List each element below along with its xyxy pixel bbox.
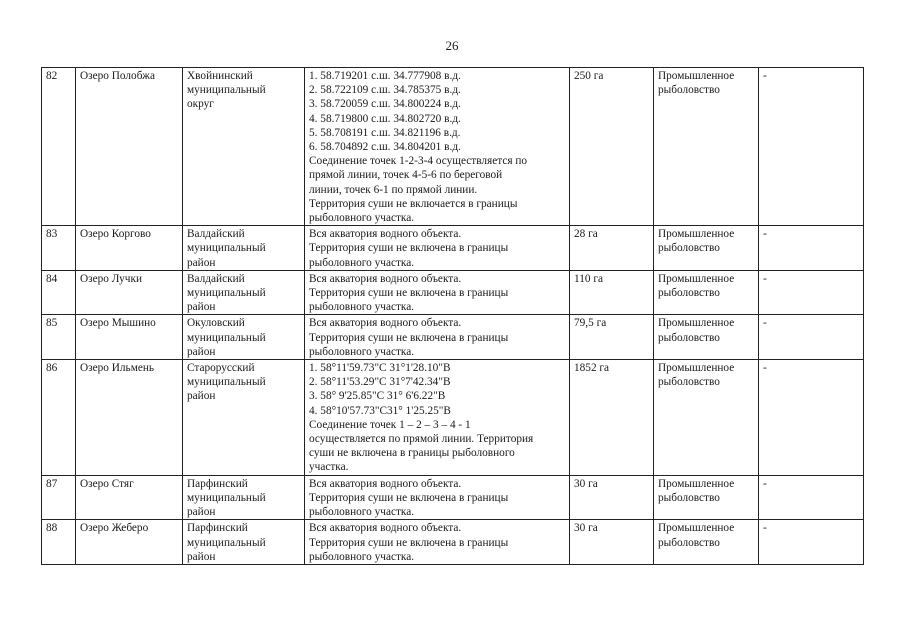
- row-number: 84: [46, 272, 58, 285]
- note-value: -: [763, 70, 767, 82]
- table-row: [42, 315, 864, 360]
- usage-line: Промышленное: [658, 317, 735, 330]
- note-cell: [759, 68, 864, 226]
- usage-line: рыболовство: [658, 536, 720, 549]
- boundary-line: прямой линии, точек 4-5-6 по береговой: [309, 169, 503, 182]
- boundary-description-cell: [305, 520, 570, 565]
- water-body-name: Озеро Лучки: [80, 272, 143, 285]
- boundary-line: Территория суши не включена в границы: [309, 536, 509, 549]
- usage-line: Промышленное: [658, 228, 735, 241]
- boundary-line: рыболовного участка.: [309, 212, 415, 225]
- boundary-line: Территория суши не включена в границы: [309, 287, 509, 300]
- district-line: район: [187, 550, 216, 563]
- water-body-name-cell: [76, 68, 183, 226]
- district-cell: [183, 520, 305, 565]
- note-value: -: [763, 362, 767, 375]
- boundary-line: участка.: [309, 461, 349, 474]
- boundary-line: рыболовного участка.: [309, 345, 415, 358]
- district-line: Парфинский: [187, 522, 248, 535]
- boundary-line: 4. 58.719800 с.ш. 34.802720 в.д.: [309, 112, 461, 125]
- district-line: Окуловский: [187, 317, 245, 330]
- boundary-line: 1. 58°11'59.73"С 31°1'28.10"В: [309, 362, 451, 375]
- boundary-line: 4. 58°10'57.73"С31° 1'25.25"В: [309, 404, 451, 417]
- note-cell: [759, 315, 864, 360]
- table-row: [42, 270, 864, 315]
- note-value: -: [763, 477, 767, 490]
- boundary-line: осуществляется по прямой линии. Территория: [309, 433, 534, 446]
- boundary-line: 6. 58.704892 с.ш. 34.804201 в.д.: [309, 141, 461, 154]
- boundary-line: 3. 58.720059 с.ш. 34.800224 в.д.: [309, 98, 461, 111]
- row-number-cell: [42, 270, 76, 315]
- row-number-cell: [42, 315, 76, 360]
- note-cell: [759, 270, 864, 315]
- row-number-cell: [42, 68, 76, 226]
- area-cell: [570, 475, 654, 520]
- water-body-name-cell: [76, 475, 183, 520]
- fishing-areas-table: [41, 67, 864, 565]
- note-value: -: [763, 317, 767, 330]
- boundary-line: Соединение точек 1-2-3-4 осуществляется по: [309, 155, 528, 168]
- row-number-cell: [42, 360, 76, 476]
- district-line: Валдайский: [187, 228, 245, 241]
- area-value: 28 га: [574, 228, 598, 241]
- usage-line: рыболовство: [658, 331, 720, 344]
- usage-line: рыболовство: [658, 376, 720, 389]
- usage-line: рыболовство: [658, 491, 720, 504]
- note-cell: [759, 520, 864, 565]
- district-line: округ: [187, 98, 214, 111]
- table-row: [42, 360, 864, 476]
- usage-line: рыболовство: [658, 242, 720, 255]
- boundary-description-cell: [305, 315, 570, 360]
- usage-type-cell: [654, 68, 759, 226]
- district-cell: [183, 226, 305, 271]
- usage-line: Промышленное: [658, 522, 735, 535]
- boundary-line: Территория суши не включена в границы: [309, 491, 509, 504]
- water-body-name-cell: [76, 315, 183, 360]
- boundary-line: Территория суши не включена в границы: [309, 242, 509, 255]
- boundary-line: Территория суши не включается в границы: [309, 197, 518, 210]
- district-line: муниципальный: [187, 536, 266, 549]
- table-row: [42, 226, 864, 271]
- row-number: 88: [46, 522, 58, 535]
- area-value: 79,5 га: [574, 317, 607, 330]
- row-number-cell: [42, 475, 76, 520]
- boundary-line: Территория суши не включена в границы: [309, 331, 509, 344]
- row-number: 86: [46, 362, 58, 375]
- table-body: [42, 68, 864, 565]
- district-cell: [183, 315, 305, 360]
- area-value: 250 га: [574, 70, 604, 82]
- usage-line: Промышленное: [658, 272, 735, 285]
- boundary-line: рыболовного участка.: [309, 550, 415, 563]
- district-line: муниципальный: [187, 331, 266, 344]
- boundary-description-cell: [305, 270, 570, 315]
- usage-line: рыболовство: [658, 84, 720, 97]
- note-value: -: [763, 228, 767, 241]
- water-body-name: Озеро Ильмень: [80, 362, 155, 375]
- boundary-line: Соединение точек 1 – 2 – 3 – 4 - 1: [309, 418, 471, 431]
- note-cell: [759, 475, 864, 520]
- water-body-name: Озеро Стяг: [80, 477, 134, 490]
- boundary-line: суши не включена в границы рыболовного: [309, 447, 515, 460]
- boundary-line: рыболовного участка.: [309, 301, 415, 314]
- area-cell: [570, 520, 654, 565]
- note-cell: [759, 226, 864, 271]
- district-line: Парфинский: [187, 477, 248, 490]
- water-body-name: Озеро Жеберо: [80, 522, 149, 535]
- district-line: Валдайский: [187, 272, 245, 285]
- page-number: 26: [445, 38, 459, 53]
- boundary-line: линии, точек 6-1 по прямой линии.: [309, 183, 478, 196]
- boundary-line: 2. 58°11'53.29"С 31°7'42.34"В: [309, 376, 451, 389]
- boundary-line: 3. 58° 9'25.85"С 31° 6'6.22"В: [309, 390, 446, 403]
- usage-line: рыболовство: [658, 287, 720, 300]
- water-body-name-cell: [76, 270, 183, 315]
- district-line: муниципальный: [187, 287, 266, 300]
- usage-type-cell: [654, 475, 759, 520]
- boundary-line: 2. 58.722109 с.ш. 34.785375 в.д.: [309, 84, 461, 97]
- boundary-line: рыболовного участка.: [309, 256, 415, 269]
- note-cell: [759, 360, 864, 476]
- district-line: муниципальный: [187, 242, 266, 255]
- area-value: 1852 га: [574, 362, 610, 375]
- district-line: Хвойнинский: [187, 70, 253, 82]
- water-body-name: Озеро Полобжа: [80, 70, 155, 82]
- boundary-line: Вся акватория водного объекта.: [309, 522, 462, 535]
- row-number-cell: [42, 520, 76, 565]
- area-cell: [570, 68, 654, 226]
- district-line: муниципальный: [187, 376, 266, 389]
- water-body-name-cell: [76, 520, 183, 565]
- area-value: 110 га: [574, 272, 603, 285]
- district-line: район: [187, 301, 216, 314]
- water-body-name-cell: [76, 226, 183, 271]
- row-number: 83: [46, 228, 58, 241]
- table-row: [42, 520, 864, 565]
- area-cell: [570, 270, 654, 315]
- area-value: 30 га: [574, 477, 598, 490]
- usage-type-cell: [654, 360, 759, 476]
- usage-line: Промышленное: [658, 477, 735, 490]
- table-row: [42, 475, 864, 520]
- boundary-line: 1. 58.719201 с.ш. 34.777908 в.д.: [309, 70, 461, 82]
- usage-line: Промышленное: [658, 70, 735, 82]
- table-row: [42, 68, 864, 226]
- district-cell: [183, 68, 305, 226]
- usage-line: Промышленное: [658, 362, 735, 375]
- boundary-description-cell: [305, 68, 570, 226]
- area-cell: [570, 226, 654, 271]
- boundary-line: Вся акватория водного объекта.: [309, 228, 462, 241]
- district-line: муниципальный: [187, 491, 266, 504]
- district-line: район: [187, 345, 216, 358]
- boundary-description-cell: [305, 226, 570, 271]
- boundary-line: Вся акватория водного объекта.: [309, 272, 462, 285]
- district-line: район: [187, 256, 216, 269]
- usage-type-cell: [654, 226, 759, 271]
- usage-type-cell: [654, 270, 759, 315]
- district-cell: [183, 475, 305, 520]
- boundary-line: Вся акватория водного объекта.: [309, 317, 462, 330]
- district-line: район: [187, 506, 216, 519]
- area-value: 30 га: [574, 522, 598, 535]
- boundary-line: рыболовного участка.: [309, 506, 415, 519]
- water-body-name-cell: [76, 360, 183, 476]
- boundary-description-cell: [305, 360, 570, 476]
- note-value: -: [763, 522, 767, 535]
- area-cell: [570, 315, 654, 360]
- boundary-description-cell: [305, 475, 570, 520]
- district-line: Старорусский: [187, 362, 255, 375]
- row-number: 87: [46, 477, 58, 490]
- row-number: 82: [46, 70, 58, 82]
- boundary-line: Вся акватория водного объекта.: [309, 477, 462, 490]
- district-cell: [183, 270, 305, 315]
- district-cell: [183, 360, 305, 476]
- row-number: 85: [46, 317, 58, 330]
- district-line: район: [187, 390, 216, 403]
- district-line: муниципальный: [187, 84, 266, 97]
- note-value: -: [763, 272, 767, 285]
- water-body-name: Озеро Коргово: [80, 228, 151, 241]
- area-cell: [570, 360, 654, 476]
- water-body-name: Озеро Мышино: [80, 317, 156, 330]
- usage-type-cell: [654, 315, 759, 360]
- boundary-line: 5. 58.708191 с.ш. 34.821196 в.д.: [309, 126, 461, 139]
- usage-type-cell: [654, 520, 759, 565]
- row-number-cell: [42, 226, 76, 271]
